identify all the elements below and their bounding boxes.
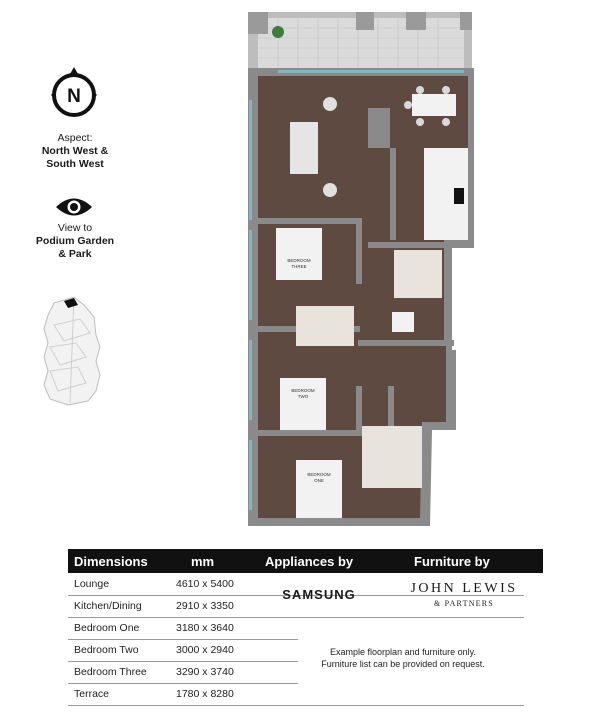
row-name: Lounge: [74, 578, 110, 590]
svg-text:BEDROOM: BEDROOM: [291, 388, 315, 393]
bed-one: [296, 460, 342, 518]
svg-text:ONE: ONE: [314, 478, 324, 483]
row-mm: 2910 x 3350: [176, 600, 234, 612]
row-name: Terrace: [74, 688, 110, 700]
table-header: [68, 549, 543, 573]
row-mm: 3290 x 3740: [176, 666, 234, 678]
eye-icon: [54, 196, 94, 218]
dimensions-table: [68, 549, 543, 700]
row-divider: [68, 705, 524, 706]
row-name: Kitchen/Dining: [74, 600, 142, 612]
building-keyplan: [40, 295, 106, 407]
floorplan: [238, 10, 478, 532]
laundry-store: [392, 312, 414, 332]
table-row: [68, 639, 300, 661]
sofa: [290, 122, 318, 174]
bed-two: [280, 378, 326, 430]
row-mm: 3180 x 3640: [176, 622, 234, 634]
table-row: [68, 573, 300, 595]
view-value-line1: Podium Garden: [35, 235, 115, 247]
bed-three: [276, 228, 322, 280]
row-mm: 3000 x 2940: [176, 644, 234, 656]
view-block: [15, 222, 135, 261]
dining-table: [412, 94, 456, 116]
table-row: [68, 661, 300, 683]
view-value-line2: & Park: [58, 248, 92, 260]
svg-text:BEDROOM: BEDROOM: [287, 258, 311, 263]
bathroom-2: [296, 306, 354, 346]
header-dimensions: Dimensions: [74, 554, 148, 569]
aspect-label: Aspect:: [57, 132, 93, 144]
aspect-block: [20, 132, 130, 171]
header-mm: mm: [191, 554, 215, 569]
svg-text:TWO: TWO: [297, 394, 309, 399]
row-mm: 4610 x 5400: [176, 578, 234, 590]
view-label: View to: [57, 222, 93, 234]
table-row: [68, 683, 300, 705]
header-appliances: Appliances by: [265, 554, 354, 569]
john-lewis-partners: & PARTNERS: [434, 599, 494, 608]
row-name: Bedroom Three: [74, 666, 147, 678]
table-row: [68, 617, 300, 639]
aspect-value-line2: South West: [46, 158, 104, 170]
compass-letter: N: [67, 86, 81, 107]
bathroom-3: [362, 426, 422, 488]
aspect-value-line1: North West &: [41, 145, 109, 157]
note-line1: Example floorplan and furniture only.: [330, 647, 476, 657]
row-name: Bedroom One: [74, 622, 140, 634]
note-line2: Furniture list can be provided on request.: [321, 659, 485, 669]
furniture-note: [288, 646, 518, 670]
bathroom-1: [394, 250, 442, 298]
svg-text:BEDROOM: BEDROOM: [307, 472, 331, 477]
samsung-logo: SAMSUNG: [282, 587, 356, 602]
table-row: [68, 595, 300, 617]
row-name: Bedroom Two: [74, 644, 139, 656]
svg-text:THREE: THREE: [291, 264, 307, 269]
compass-north-icon: [49, 66, 99, 118]
header-furniture: Furniture by: [414, 554, 490, 569]
row-mm: 1780 x 8280: [176, 688, 234, 700]
john-lewis-logo: JOHN LEWIS: [410, 581, 518, 596]
